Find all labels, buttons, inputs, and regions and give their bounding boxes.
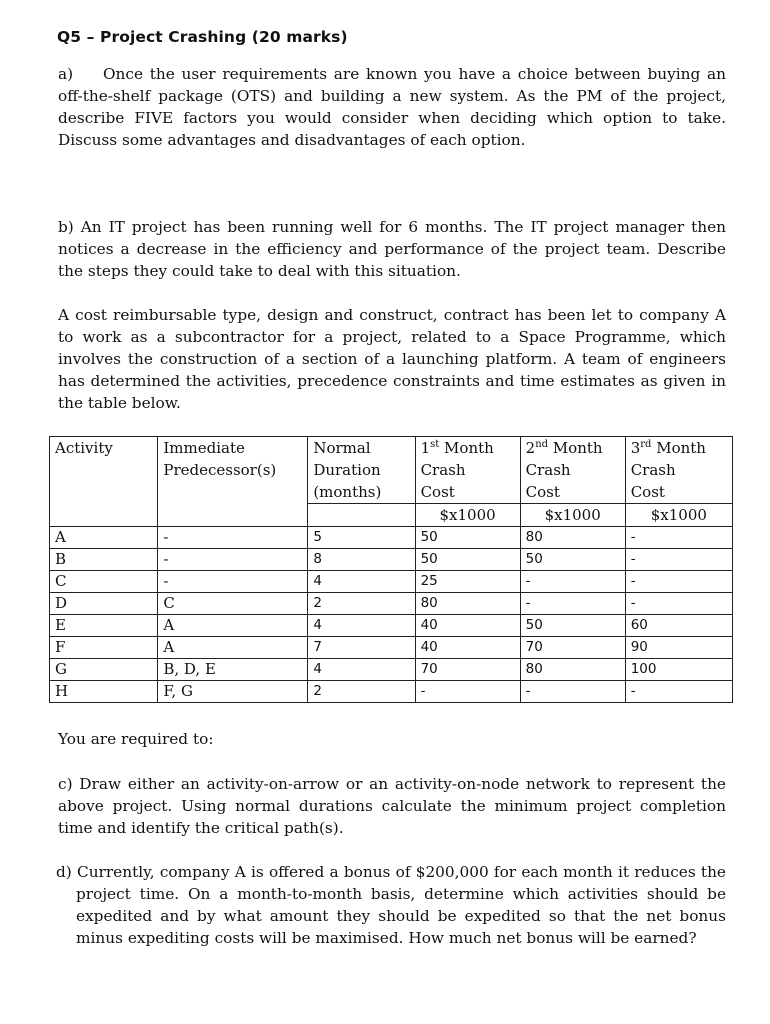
header-predecessor-line1: Immediate — [158, 437, 308, 460]
header-month2-sup: nd — [535, 439, 549, 450]
cell-month2-cost: 50 — [520, 615, 625, 637]
header-month3-ord: 3 — [630, 439, 641, 457]
header-duration-line2: Duration — [308, 459, 415, 481]
table-row — [50, 615, 733, 637]
cell-duration: 5 — [308, 527, 415, 549]
cell-predecessor: A — [158, 615, 308, 637]
cell-month3-cost: - — [625, 681, 732, 703]
cell-month2-cost: 50 — [520, 549, 625, 571]
cell-duration: 2 — [308, 593, 415, 615]
header-month3-unit: $x1000 — [625, 504, 732, 527]
cell-duration: 4 — [308, 571, 415, 593]
header-duration-line1: Normal — [308, 437, 415, 460]
header-month1 — [415, 437, 520, 460]
header-month2 — [520, 437, 625, 460]
required-heading: You are required to: — [58, 730, 214, 748]
cell-month3-cost: - — [625, 527, 732, 549]
header-duration-line3: (months) — [308, 481, 415, 504]
header-activity: Activity — [50, 437, 158, 460]
cell-month3-cost: - — [625, 571, 732, 593]
header-month3 — [625, 437, 732, 460]
header-month2-rest: Month — [548, 439, 603, 457]
cell-month2-cost: 80 — [520, 527, 625, 549]
cell-month1-cost: 80 — [415, 593, 520, 615]
cell-predecessor: B, D, E — [158, 659, 308, 681]
cell-activity: E — [50, 615, 158, 637]
header-month2-unit: $x1000 — [520, 504, 625, 527]
header-month1-cost: Cost — [415, 481, 520, 504]
cell-month1-cost: - — [415, 681, 520, 703]
cell-predecessor: F, G — [158, 681, 308, 703]
table-row — [50, 681, 733, 703]
activity-table — [49, 436, 733, 703]
header-month1-unit: $x1000 — [415, 504, 520, 527]
cell-activity: C — [50, 571, 158, 593]
cell-predecessor: - — [158, 571, 308, 593]
activity-table-header — [50, 437, 733, 527]
cell-month3-cost: 90 — [625, 637, 732, 659]
cell-month2-cost: - — [520, 681, 625, 703]
activity-table-body — [50, 527, 733, 703]
part-a-text: Once the user requirements are known you have a choice between buying an off-the-shelf package (OTS) and building a new system. As the PM of the project, describe FIVE factors you would consider when deciding which option to take. Discuss some advantages and disadvantages of each option. — [58, 65, 726, 149]
cell-month2-cost: 70 — [520, 637, 625, 659]
header-month2-crash: Crash — [520, 459, 625, 481]
cell-month3-cost: 60 — [625, 615, 732, 637]
cell-activity: B — [50, 549, 158, 571]
cell-duration: 4 — [308, 615, 415, 637]
cell-month2-cost: 80 — [520, 659, 625, 681]
part-a-label: a) — [58, 65, 74, 83]
part-c-paragraph: c) Draw either an activity-on-arrow or an activity-on-node network to represent the above project. Using normal durations calculate the minimum project completion time and identify the critical path(s). — [58, 775, 726, 837]
contract-intro-paragraph: A cost reimbursable type, design and construct, contract has been let to company A to work as a subcontractor for a project, related to a Space Programme, which involves the construction of a section of a launching platform. A team of engineers has determined the activities, precedence constraints and time estimates as given in the table below. — [58, 306, 726, 412]
cell-activity: H — [50, 681, 158, 703]
cell-activity: F — [50, 637, 158, 659]
table-row — [50, 637, 733, 659]
cell-month2-cost: - — [520, 593, 625, 615]
cell-month3-cost: 100 — [625, 659, 732, 681]
part-a-paragraph — [58, 63, 726, 151]
cell-activity: A — [50, 527, 158, 549]
cell-duration: 7 — [308, 637, 415, 659]
table-row — [50, 571, 733, 593]
cell-duration: 8 — [308, 549, 415, 571]
cell-duration: 4 — [308, 659, 415, 681]
cell-month1-cost: 70 — [415, 659, 520, 681]
cell-month1-cost: 50 — [415, 527, 520, 549]
cell-duration: 2 — [308, 681, 415, 703]
header-month3-sup: rd — [640, 439, 652, 450]
cell-predecessor: - — [158, 527, 308, 549]
table-row — [50, 549, 733, 571]
cell-month1-cost: 40 — [415, 615, 520, 637]
cell-month3-cost: - — [625, 593, 732, 615]
header-month2-ord: 2 — [525, 439, 536, 457]
cell-predecessor: - — [158, 549, 308, 571]
cell-month3-cost: - — [625, 549, 732, 571]
header-predecessor-line2: Predecessor(s) — [158, 459, 308, 481]
header-month1-crash: Crash — [415, 459, 520, 481]
part-b-paragraph: b) An IT project has been running well for 6 months. The IT project manager then notices a decrease in the efficiency and performance of the project team. Describe the steps they could take to deal with this situation. — [58, 218, 726, 280]
table-row — [50, 527, 733, 549]
header-month1-ord: 1 — [420, 439, 431, 457]
table-row — [50, 593, 733, 615]
header-month1-sup: st — [430, 439, 440, 450]
header-month3-cost: Cost — [625, 481, 732, 504]
cell-month1-cost: 25 — [415, 571, 520, 593]
header-month3-rest: Month — [651, 439, 706, 457]
cell-predecessor: A — [158, 637, 308, 659]
part-d-paragraph: d) Currently, company A is offered a bonus of $200,000 for each month it reduces the project time. On a month-to-month basis, determine which activities should be expedited and by what amount they should be expedited so that the net bonus minus expediting costs will be maximised. How much net bonus will be earned? — [56, 863, 726, 947]
header-month3-crash: Crash — [625, 459, 732, 481]
cell-month1-cost: 50 — [415, 549, 520, 571]
cell-activity: G — [50, 659, 158, 681]
table-row — [50, 659, 733, 681]
header-month2-cost: Cost — [520, 481, 625, 504]
header-month1-rest: Month — [439, 439, 494, 457]
cell-predecessor: C — [158, 593, 308, 615]
cell-activity: D — [50, 593, 158, 615]
cell-month1-cost: 40 — [415, 637, 520, 659]
question-title: Q5 – Project Crashing (20 marks) — [57, 28, 348, 46]
cell-month2-cost: - — [520, 571, 625, 593]
